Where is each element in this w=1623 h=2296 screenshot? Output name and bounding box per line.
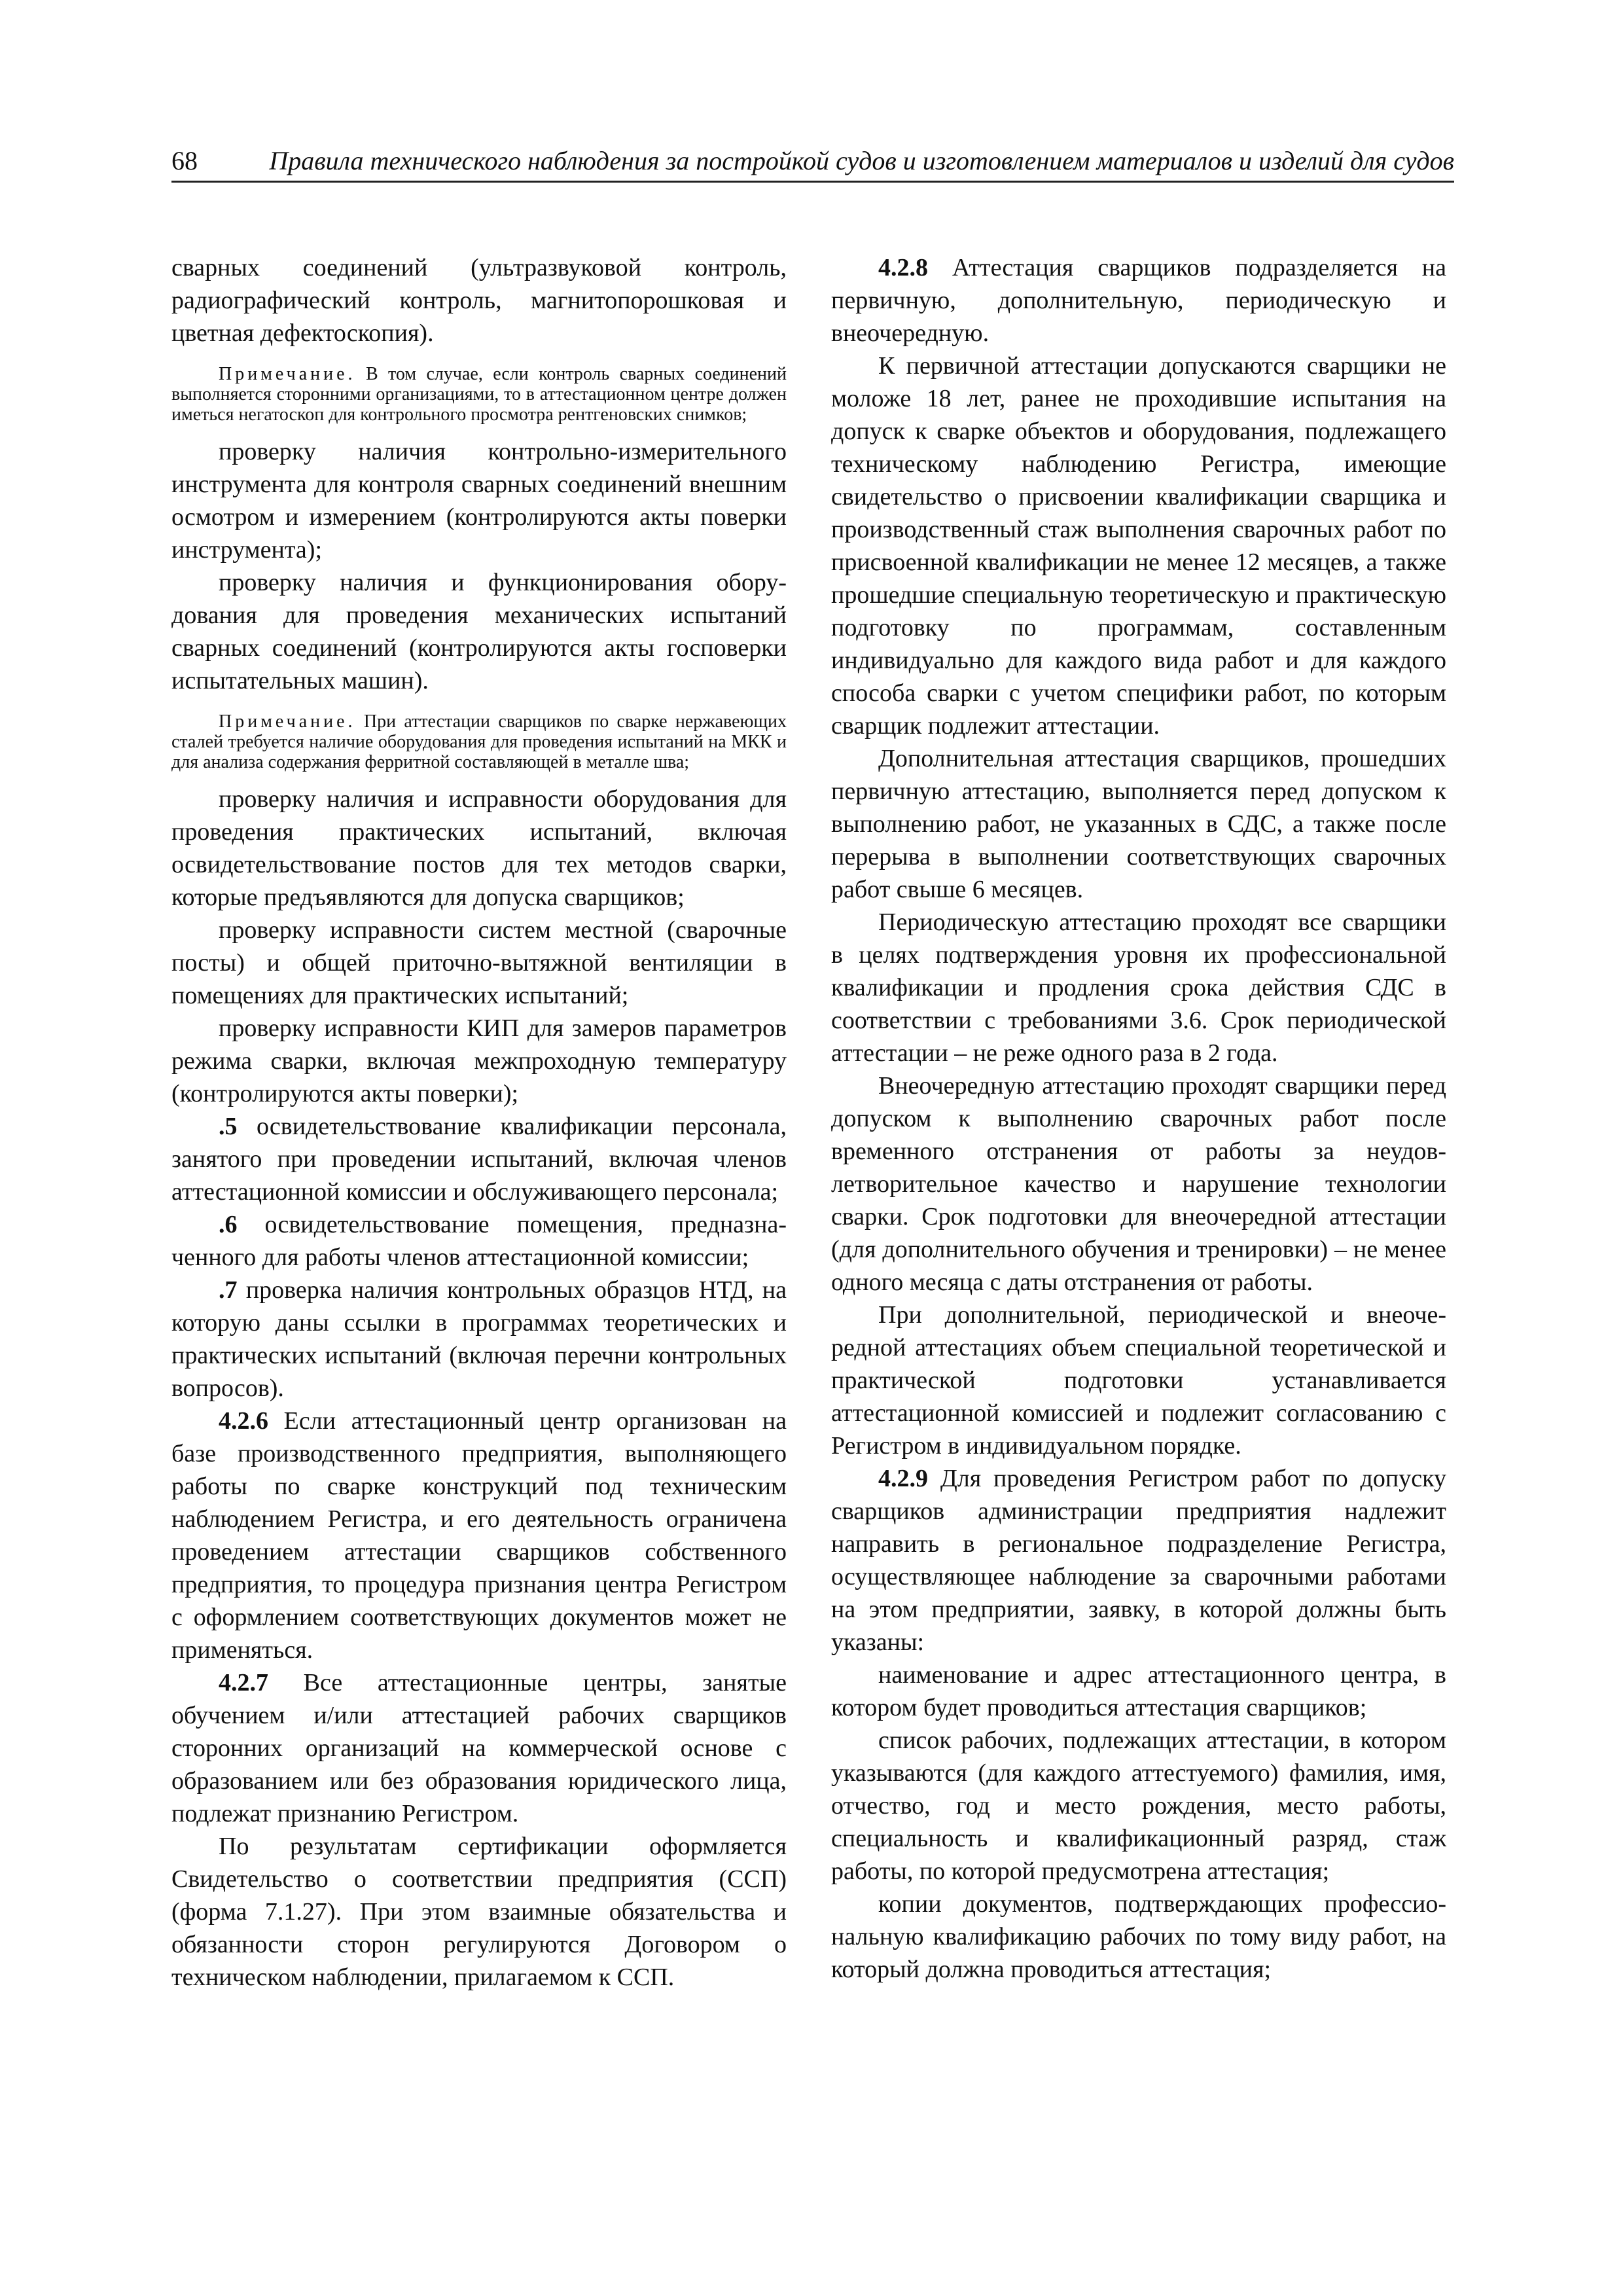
paragraph: К первичной аттестации допускаются сварщики не моложе 18 лет, ранее не проходившие испытания на допуск к сварке объектов и оборудования, подлежащего техническому наблюдению Регистра, имеющие свидетельство о присвоении квалификации сварщика и производственный стаж выполнения сварочных работ по присвоенной квалификации не менее 12 месяцев, а также прошедшие специальную теоретическую и практическую подготовку по программам, составленным индивидуально для каждого вида работ и для каждого способа сварки с учетом специфики работ, по которым сварщик подлежит аттестации. <box>831 352 1446 740</box>
left-column <box>171 251 787 1994</box>
numbered-item <box>171 1110 787 1208</box>
note <box>171 711 787 772</box>
note <box>171 364 787 425</box>
paragraph: проверку исправности систем местной (сварочные посты) и общей приточно-вытяжной вентиляции в помещениях для практических испытаний; <box>171 916 787 1009</box>
section-paragraph <box>171 1666 787 1830</box>
section-text: Для проведения Регистром работ по допуску сварщиков администрации предприятия надлежит направить в региональное подразделение Регистра, осуществляющее наблюдение за сварочными работами на этом предприятии, заявку, в которой должны быть указаны: <box>831 1465 1446 1656</box>
item-text: освидетельствование квалификации персонала, занятого при проведении испытаний, включая членов аттестационной комиссии и обслуживающего персонала; <box>171 1113 787 1206</box>
running-title: Правила технического наблюдения за постройкой судов и изготовлением материалов и изделий для судов <box>269 146 1454 175</box>
section-number: 4.2.7 <box>219 1669 268 1696</box>
paragraph: наименование и адрес аттестационного центра, в котором будет проводиться аттестация сварщиков; <box>831 1661 1446 1721</box>
paragraph: список рабочих, подлежащих аттестации, в котором указываются (для каждого аттестуемого) фамилия, имя, отчество, год и место рождения, место работы, специальность и квалификационный разряд, стаж работы, по которой предусмотрена аттестация; <box>831 1727 1446 1885</box>
section-text: Все аттестационные центры, занятые обучением и/или аттестацией рабочих сварщиков сторонних организаций на коммерческой основе с образованием или без образования юридического лица, подлежат признанию Регистром. <box>171 1669 787 1827</box>
section-number: 4.2.9 <box>878 1465 928 1492</box>
paragraph: проверку наличия контрольно-измерительного инструмента для контроля сварных соединений внешним осмотром и измерением (контролируются акты поверки инструмента); <box>171 438 787 564</box>
paragraph: Периодическую аттестацию проходят все сварщики в целях подтверждения уровня их профессиональной квалификации и продления срока действия СДС в соответствии с требованиями 3.6. Срок периодической аттестации – не реже одного раза в 2 года. <box>831 908 1446 1067</box>
item-text: освидетельствование помещения, предназначенного для работы членов аттестационной комиссии; <box>171 1211 787 1271</box>
running-header <box>171 141 1454 181</box>
section-paragraph <box>831 251 1446 350</box>
note-text: В том случае, если контроль сварных соединений выполняется сторонними организациями, то в аттестационном центре должен иметься негатоскоп для контрольного просмотра рентгеновских снимков; <box>171 364 787 425</box>
section-number: 4.2.8 <box>878 254 928 281</box>
item-text: проверка наличия контрольных образцов НТД, на которую даны ссылки в программах теоретических и практических испытаний (включая перечни контрольных вопросов). <box>171 1276 787 1402</box>
paragraph: проверку наличия и исправности оборудования для проведения практических испытаний, включая освидетельствование постов для тех методов сварки, которые предъявляются для допуска сварщиков; <box>171 785 787 911</box>
numbered-item <box>171 1208 787 1274</box>
section-text: Аттестация сварщиков подразделяется на первичную, дополнительную, периодическую и внеочередную. <box>831 254 1446 347</box>
section-number: 4.2.6 <box>219 1407 268 1435</box>
paragraph: Дополнительная аттестация сварщиков, прошедших первичную аттестацию, выполняется перед допуском к выполнению работ, не указанных в СДС, а также после перерыва в выполнении соответствующих сварочных работ свыше 6 месяцев. <box>831 745 1446 903</box>
item-number: .6 <box>219 1211 238 1238</box>
item-number: .7 <box>219 1276 238 1304</box>
header-rule <box>171 181 1454 183</box>
numbered-item <box>171 1274 787 1405</box>
paragraph: проверку наличия и функционирования оборудования для проведения механических испытаний сварных соединений (контролируются акты госповерки испытательных машин). <box>171 569 787 694</box>
paragraph: При дополнительной, периодической и внеочередной аттестациях объем специальной теоретической и практической подготовки устанавливается аттестационной комиссией и подлежит согласованию с Регистром в индивидуальном порядке. <box>831 1301 1446 1460</box>
paragraph: По результатам сертификации оформляется Свидетельство о соответствии предприятия (ССП) (форма 7.1.27). При этом взаимные обязательства и обязанности сторон регулируются Договором о техническом наблюдении, прилагаемом к ССП. <box>171 1833 787 1991</box>
section-text: Если аттестационный центр организован на базе производственного предприятия, выполняющего работы по сварке конструкций под техническим наблюдением Регистра, и его деятельность ограничена проведением аттестации сварщиков собственного предприятия, то процедура признания центра Регистром с оформлением соответствующих документов может не применяться. <box>171 1407 787 1664</box>
note-text: При аттестации сварщиков по сварке нержавеющих сталей требуется наличие оборудования для проведения испытаний на МКК и для анализа содержания ферритной составляющей в металле шва; <box>171 711 787 772</box>
section-paragraph <box>171 1405 787 1666</box>
paragraph: проверку исправности КИП для замеров параметров режима сварки, включая межпроходную температуру (контролируются акты поверки); <box>171 1014 787 1107</box>
section-paragraph <box>831 1462 1446 1659</box>
page-number: 68 <box>171 146 198 175</box>
paragraph: сварных соединений (ультразвуковой контроль, радиографический контроль, магнитопорошковая и цветная дефектоскопия). <box>171 254 787 347</box>
paragraph: копии документов, подтверждающих профессиональную квалификацию рабочих по тому виду работ, на который должна проводиться аттестация; <box>831 1890 1446 1983</box>
note-label: Примечание. <box>219 711 356 732</box>
note-label: Примечание. <box>219 364 356 384</box>
right-column <box>831 251 1446 1986</box>
paragraph: Внеочередную аттестацию проходят сварщики перед допуском к выполнению сварочных работ после временного отстранения от работы за неудовлетворительное качество и нарушение технологии сварки. Срок подготовки для внеочередной аттестации (для дополнительного обучения и тренировки) – не менее одного месяца с даты отстранения от работы. <box>831 1072 1446 1296</box>
item-number: .5 <box>219 1113 238 1140</box>
